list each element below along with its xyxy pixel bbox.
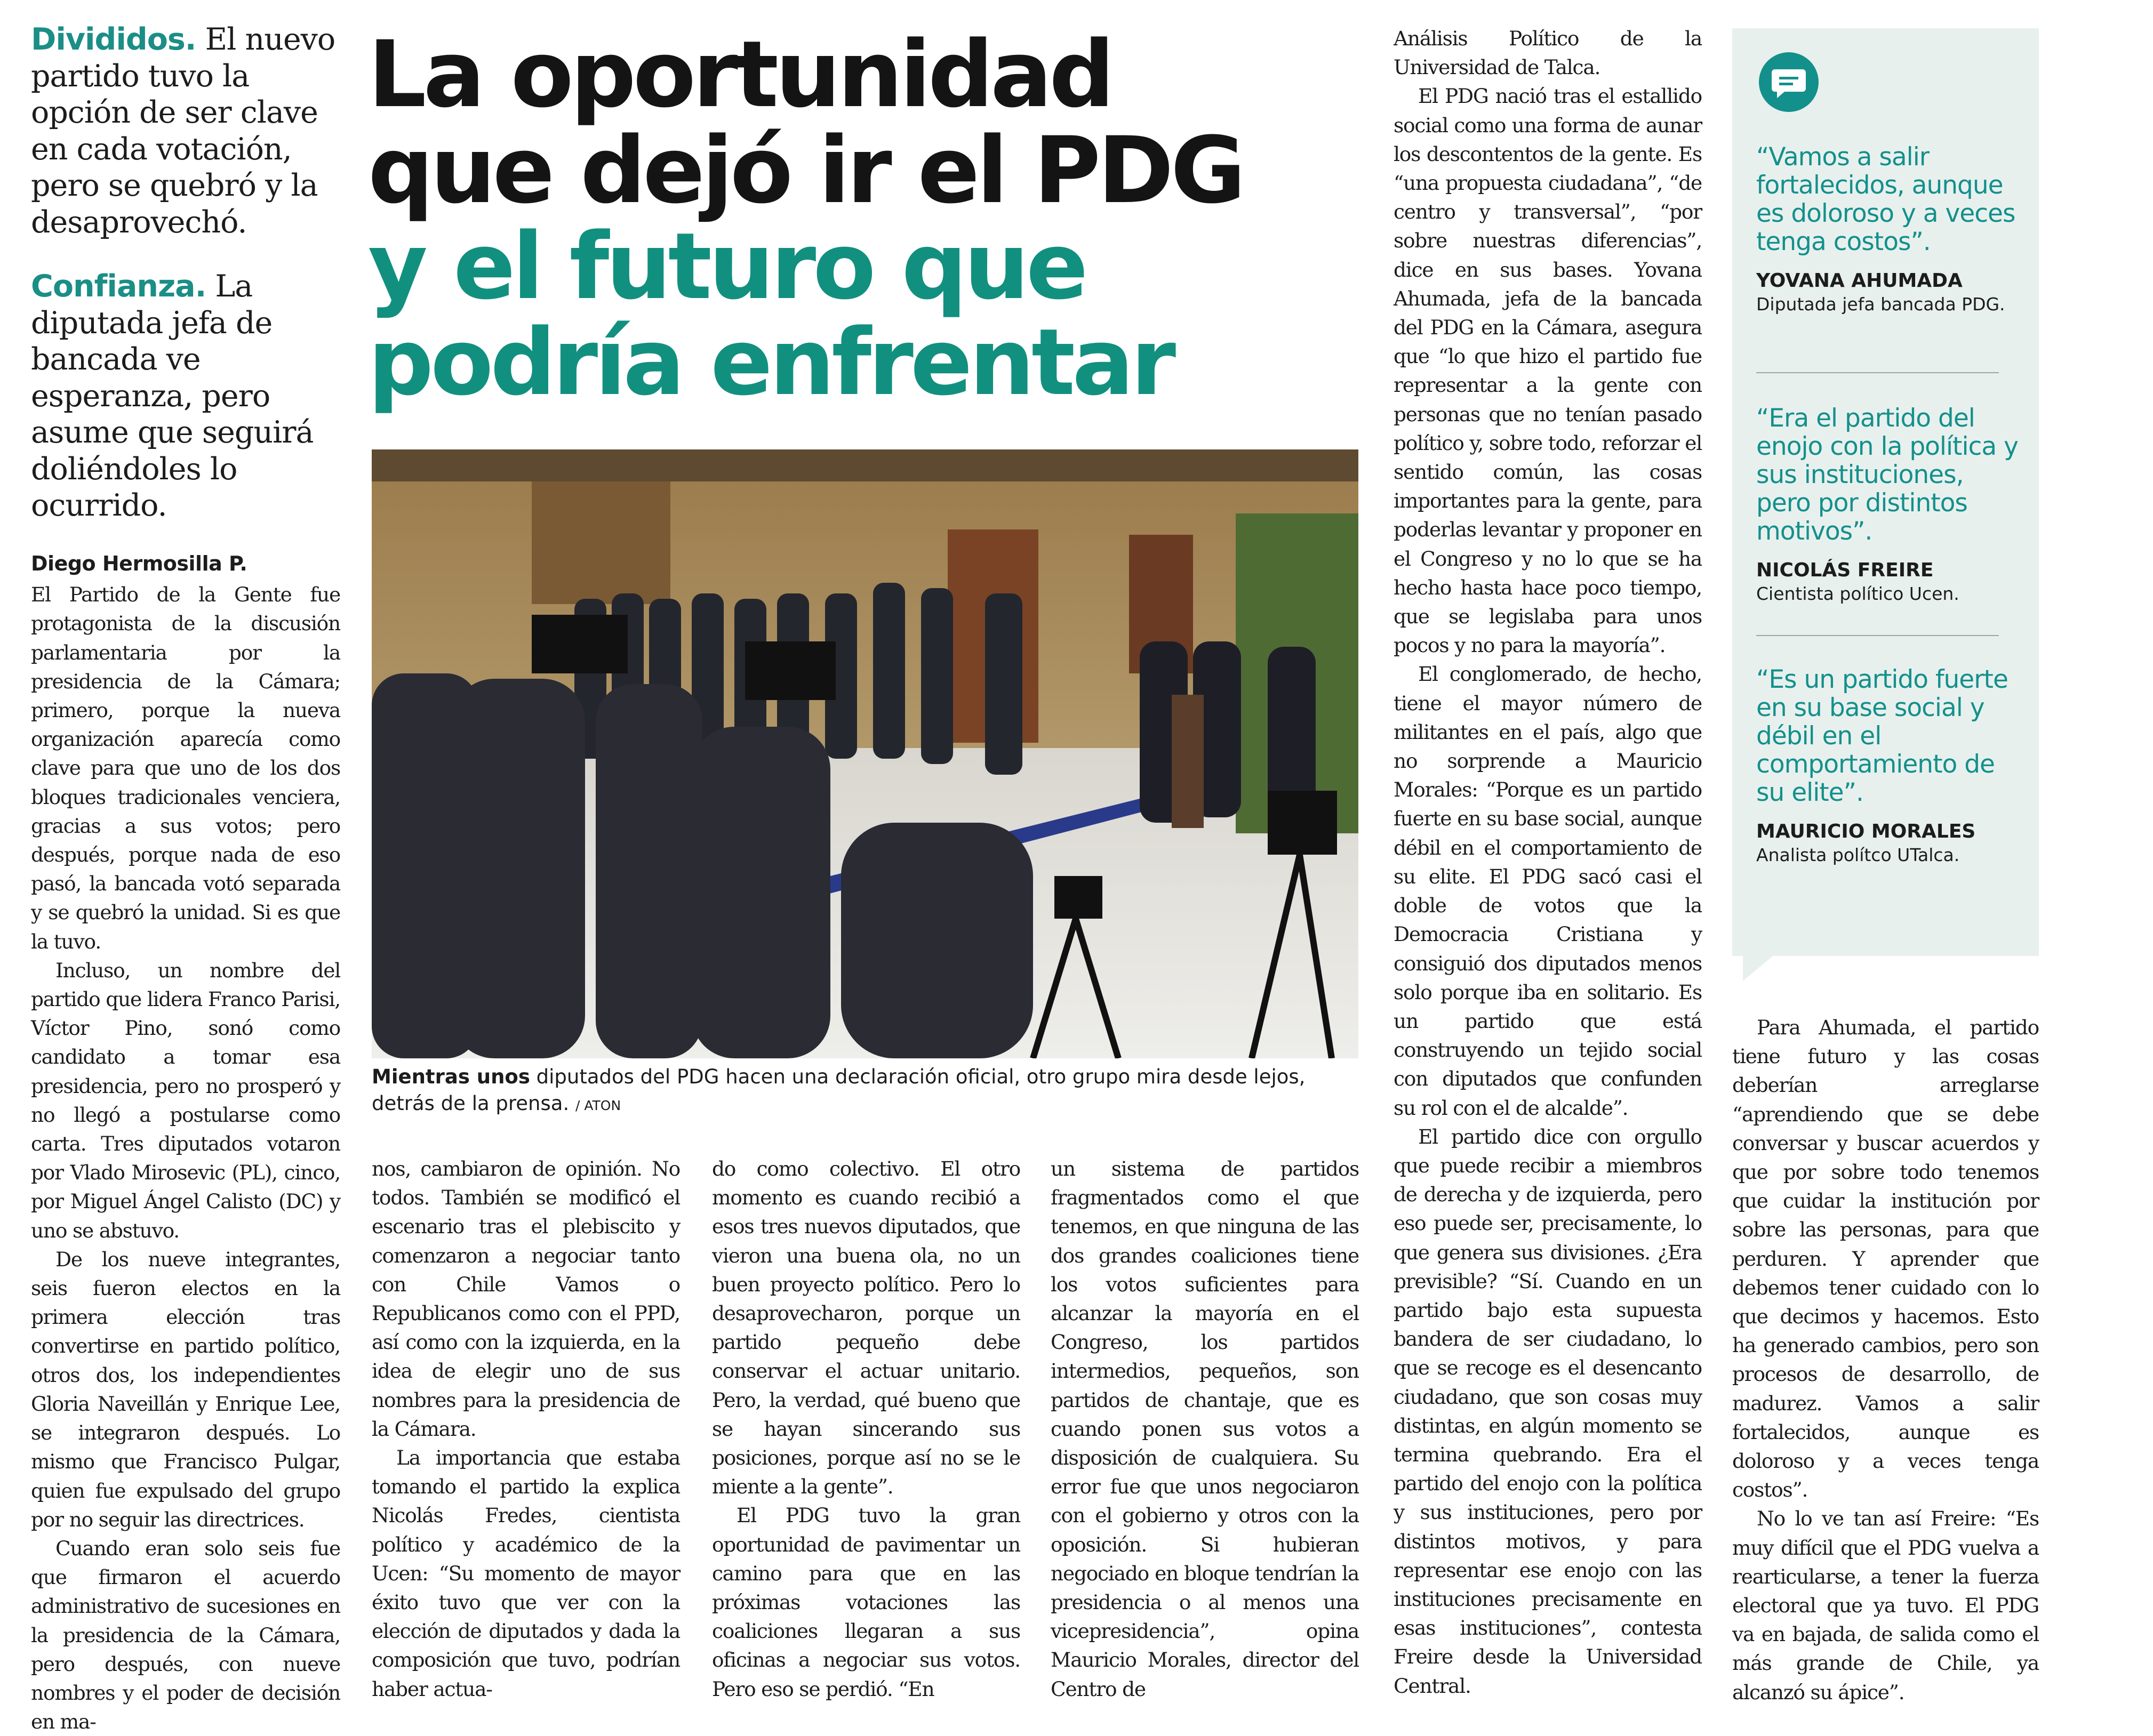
teaser-column (31, 21, 340, 552)
paragraph: nos, cambiaron de opinión. No todos. También se modificó el escenario tras el plebiscito y comenzaron a negociar tanto con Chile Vamos o Republicanos como con el PPD, así como con la izquierda, en la idea de elegir uno de sus nombres para la presidencia de la Cámara. (372, 1157, 680, 1441)
teaser-divididos: Divididos. El nuevo partido tuvo la opción de ser clave en cada votación, pero se quebró y la desaprovechó. (31, 22, 335, 240)
paragraph: No lo ve tan así Freire: “Es muy difícil que el PDG vuelva a rearticularse, a tener la fuerza electoral que ya tuvo. El PDG va en bajada, de salida como el más grande de Chile, ya alcanzó su ápice”. (1732, 1507, 2039, 1704)
teaser-confianza: Confianza. La diputada jefa de bancada ve esperanza, pero asume que seguirá doliéndoles lo ocurrido. (31, 269, 314, 523)
paragraph: La importancia que estaba tomando el partido la explica Nicolás Fredes, cientista político y académico de la Ucen: “Su momento de mayor éxito tuvo que ver con la elección de diputados y dada la composición que tuvo, podrían haber actua- (372, 1446, 680, 1701)
paragraph: Análisis Político de la Universidad de Talca. (1394, 27, 1702, 79)
body-column-4 (1051, 1154, 1359, 1703)
photo-caption: Mientras unos diputados del PDG hacen una declaración oficial, otro grupo mira desde lejos, detrás de la prensa. / ATON (372, 1065, 1306, 1115)
body-column-3 (712, 1154, 1020, 1703)
divider (1756, 635, 1999, 636)
paragraph: Para Ahumada, el partido tiene futuro y las cosas deberían arreglarse “aprendiendo que se debe conversar y buscar acuerdos y que por sobre todo tenemos que cuidar la institución por sobre las personas, para que perduren. Y aprender que debemos tener cuidado con lo que decimos y hacemos. Esto ha generado cambios, pero son procesos de desarrollo, de madurez. Vamos a salir fortalecidos, aunque es doloroso y a veces tenga costos”. (1732, 1016, 2039, 1502)
paragraph: un sistema de partidos fragmentados como el que tenemos, en que ninguna de las dos grandes coaliciones tiene los votos suficientes para alcanzar la mayoría en el Congreso, los partidos intermedios, pequeños, son partidos de chantaje, que es cuando ponen sus votos a disposición de cualquiera. Su error fue que unos negociaron con el gobierno y otros con la oposición. Si hubieran negociado en bloque tendrían la presidencia o al menos una vicepresidencia”, opina Mauricio Morales, director del Centro de (1051, 1157, 1359, 1701)
paragraph: El PDG nació tras el estallido social como una forma de aunar los descontentos de la gente. Es “una propuesta ciudadana”, “de centro y transversal”, “por sobre nuestras diferencias”, dice en sus bases. Yovana Ahumada, jefa de la bancada del PDG en la Cámara, asegura que “lo que hizo el partido fue representar a la gente con personas que no tenían pasado político y, sobre todo, reforzar el sentido común, las cosas importantes para la gente, para poderlas levantar y proponer en el Congreso y no lo que se ha hecho hasta hace poco tiempo, que se legislaba para unos pocos y no para la mayoría”. (1394, 84, 1702, 657)
paragraph: El Partido de la Gente fue protagonista de la discusión parlamentaria por la presidencia de la Cámara; primero, porque la nueva organización aparecía como clave para que uno de los dos bloques tradicionales venciera, gracias a sus votos; pero después, porque nada de eso pasó, la bancada votó separada y se quebró la unidad. Si es que la tuvo. (31, 583, 340, 953)
paragraph: El partido dice con orgullo que puede recibir a miembros de derecha y de izquierda, pero eso puede ser, precisamente, lo que genera sus divisiones. ¿Era previsible? “Sí. Cuando en un partido bajo esta supuesta bandera de ser ciudadano, lo que se recoge es el desencanto ciudadano, que son cosas muy distintas, en algún momento se termina quebrando. Era el partido del enojo con la política y sus instituciones, pero por distintos motivos, y para representar ese enojo con las instituciones precisamente en esas instituciones”, contesta Freire desde la Universidad Central. (1394, 1124, 1702, 1698)
quote-box-tail (1732, 954, 1796, 981)
body-column-2 (372, 1154, 680, 1703)
body-column-1 (31, 549, 340, 1736)
paragraph: El conglomerado, de hecho, tiene el mayor número de militantes en el país, algo que no sorprende a Mauricio Morales: “Porque es un partido fuerte en su base social, aunque débil en el comportamiento de su elite. El PDG sacó casi el doble de votos que la Democracia Cristiana y consiguió dos diputados menos solo porque iba en solitario. Es un partido que está construyendo un tejido social con diputados que confunden su rol con el de alcalde”. (1394, 662, 1702, 1120)
headline-text: La oportunidad que dejó ir el PDG y el futuro que podría enfrentar (368, 21, 1243, 416)
photo-credit: / ATON (575, 1098, 621, 1113)
pull-quote: “Era el partido del enojo con la política y sus instituciones, pero por distintos motivos”. NICOLÁS FREIRE Cientista político Ucen. (1756, 404, 2023, 604)
headline (368, 21, 1381, 416)
quote-role: Analista polítco UTalca. (1756, 845, 1960, 865)
news-photo (372, 449, 1358, 1058)
pull-quote: “Vamos a salir fortalecidos, aunque es doloroso y a veces tenga costos”. YOVANA AHUMADA Diputada jefa bancada PDG. (1756, 143, 2023, 315)
quote-box (1732, 28, 2039, 956)
quote-author: YOVANA AHUMADA (1756, 270, 1963, 292)
quote-author: NICOLÁS FREIRE (1756, 559, 1934, 581)
paragraph: Cuando eran solo seis fue que firmaron el acuerdo administrativo de sucesiones en la presidencia de la Cámara, pero después, con nueve nombres y el poder de decisión en ma- (31, 1536, 340, 1734)
teaser-list (31, 21, 340, 524)
quote-role: Diputada jefa bancada PDG. (1756, 294, 2005, 315)
speech-bubble-icon (1759, 52, 1819, 112)
paragraph: do como colectivo. El otro momento es cuando recibió a esos tres nuevos diputados, que vieron una buena ola, no un buen proyecto político. Pero lo desaprovecharon, porque un partido pequeño debe conservar el actuar unitario. Pero, la verdad, qué bueno que se hayan sincerando sus posiciones, porque así no se le miente a la gente”. (712, 1157, 1020, 1499)
divider (1756, 372, 1999, 373)
body-column-6 (1732, 1013, 2039, 1707)
quote-author: MAURICIO MORALES (1756, 821, 1976, 842)
photo-illustration (372, 449, 1358, 1058)
quote-role: Cientista político Ucen. (1756, 583, 1959, 604)
paragraph: El PDG tuvo la gran oportunidad de pavimentar un camino para que en las próximas votaciones las coaliciones llegaran a sus oficinas a negociar sus votos. Pero eso se perdió. “En (712, 1504, 1020, 1701)
byline: Diego Hermosilla P. (31, 552, 247, 575)
pull-quote: “Es un partido fuerte en su base social y débil en el comportamiento de su elite”. MAURICIO MORALES Analista polítco UTalca. (1756, 665, 2023, 865)
body-column-5 (1394, 24, 1702, 1700)
paragraph: De los nueve integrantes, seis fueron electos en la primera elección tras convertirse en partido político, otros dos, los independientes Gloria Naveillán y Enrique Lee, se integraron después. Lo mismo que Francisco Pulgar, quien fue expulsado del grupo por no seguir las directrices. (31, 1247, 340, 1531)
paragraph: Incluso, un nombre del partido que lidera Franco Parisi, Víctor Pino, sonó como candidato a tomar esa presidencia, pero no prosperó y no llegó a postularse como carta. Tres diputados votaron por Vlado Mirosevic (PL), cinco, por Miguel Ángel Calisto (DC) y uno se abstuvo. (31, 958, 340, 1242)
